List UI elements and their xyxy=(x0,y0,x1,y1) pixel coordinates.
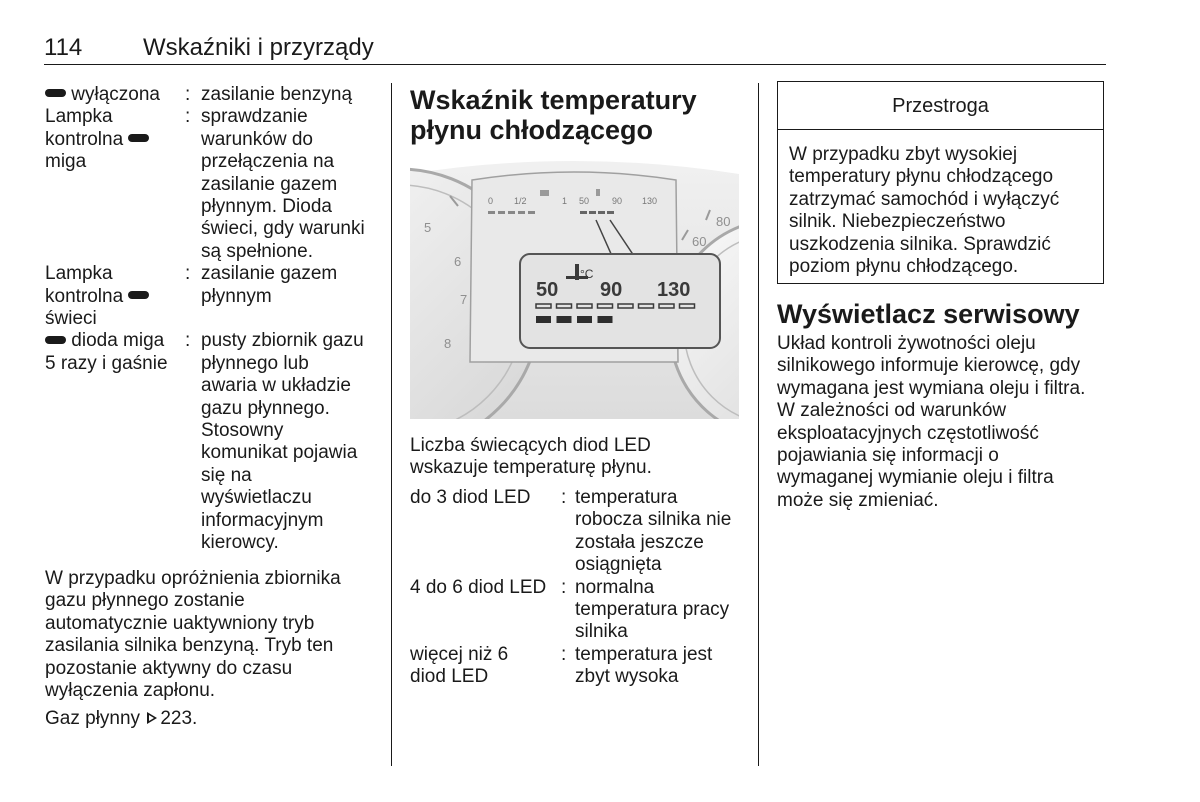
column-divider-right xyxy=(758,83,759,766)
pill-led-icon xyxy=(45,336,66,344)
definition-text: zasilanie benzyną xyxy=(201,84,353,105)
definition-term: Lampka kontrolna miga xyxy=(45,106,149,173)
led-segment-lit xyxy=(598,316,613,323)
caution-box xyxy=(777,81,1104,284)
pill-led-icon xyxy=(45,89,66,97)
zoom-label: 50 xyxy=(536,279,559,301)
zoom-label: 90 xyxy=(600,279,623,301)
arrow-right-icon xyxy=(147,712,157,724)
dial-number: 5 xyxy=(424,220,432,235)
dial-number: 7 xyxy=(460,292,468,307)
pill-led-icon xyxy=(128,134,149,142)
led-segment-lit xyxy=(577,316,592,323)
pill-led-icon xyxy=(128,291,149,299)
coolant-gauge-figure xyxy=(410,154,739,419)
gauge-label: 1/2 xyxy=(514,196,527,206)
left-column xyxy=(45,84,385,744)
column-divider-left xyxy=(391,83,392,766)
header-rule xyxy=(44,64,1106,65)
thermometer-icon xyxy=(596,189,600,196)
zoomed-temperature-panel xyxy=(520,254,720,348)
dial-number: 80 xyxy=(716,214,731,229)
page-number: 114 xyxy=(44,34,83,61)
caution-text: W przypadku zbyt wysokiej temperatury płynu chłodzącego zatrzymać samochód i wyłączyć silnik. Niebezpieczeństwo uszkodzenia silnika. Sprawdzić poziom płynu chłodzącego. xyxy=(789,144,1060,278)
definition-text: zasilanie gazem płynnym xyxy=(201,263,338,307)
temp-unit: °C xyxy=(580,267,594,281)
led-segment-lit xyxy=(536,316,551,323)
led-segment-lit xyxy=(557,316,572,323)
colon: : xyxy=(185,106,191,128)
led-table: do 3 diod LED : temperatura robocza silnika nie została jeszcze osiągnięta 4 do 6 diod LED : normalna temperatura pracy silnika więcej niż 6 diod LED : temperatura jest zbyt wysoka xyxy=(410,487,732,688)
definition-text: sprawdzanie warunków do przełączenia na zasilanie gazem płynnym. Dioda świeci, gdy warunki są spełnione. xyxy=(201,106,365,262)
gauge-label: 1 xyxy=(562,196,568,206)
colon: : xyxy=(185,330,191,352)
coolant-heading: Wskaźnik temperatury płynu chłodzącego xyxy=(410,85,697,145)
figure-caption: Liczba świecących diod LED wskazuje temperaturę płynu. xyxy=(410,435,652,479)
service-heading: Wyświetlacz serwisowy xyxy=(777,299,1080,329)
definition-text: pusty zbiornik gazu płynnego lub awaria w układzie gazu płynnego. Stosowny komunikat pojawia się na wyświetlaczu informacyjnym kierowcy. xyxy=(201,330,364,554)
colon: : xyxy=(185,263,191,285)
gauge-label: 0 xyxy=(488,196,494,206)
cross-reference-link[interactable]: Gaz płynny 223. xyxy=(45,708,198,729)
fuel-pump-icon xyxy=(540,190,549,196)
zoom-label: 130 xyxy=(657,279,691,301)
gauge-label: 90 xyxy=(612,196,623,206)
caution-title: Przestroga xyxy=(778,82,1103,130)
lpg-paragraph: W przypadku opróżnienia zbiornika gazu płynnego zostanie automatycznie uaktywniony tryb zasilania silnika benzyną. Tryb ten pozostanie aktywny do czasu wyłączenia zapłonu. xyxy=(45,568,341,702)
dial-number: 6 xyxy=(454,254,462,269)
section-title: Wskaźniki i przyrządy xyxy=(143,34,374,61)
service-paragraph: Układ kontroli żywotności oleju silnikowego informuje kierowcę, gdy wymagana jest wymiana oleju i filtra. W zależności od warunków eksploatacyjnych częstotliwość pojawiania się informacji o wymaganej wymianie oleju i filtra może się zmieniać. xyxy=(777,333,1086,511)
gauge-label: 50 xyxy=(579,196,590,206)
definition-term: wyłączona xyxy=(66,84,160,105)
definition-term: dioda miga 5 razy i gaśnie xyxy=(45,330,168,374)
dial-number: 8 xyxy=(444,336,452,351)
colon: : xyxy=(185,84,191,105)
definition-term: Lampka kontrolna świeci xyxy=(45,263,149,330)
gauge-label: 130 xyxy=(642,196,658,206)
dial-number: 60 xyxy=(692,234,707,249)
